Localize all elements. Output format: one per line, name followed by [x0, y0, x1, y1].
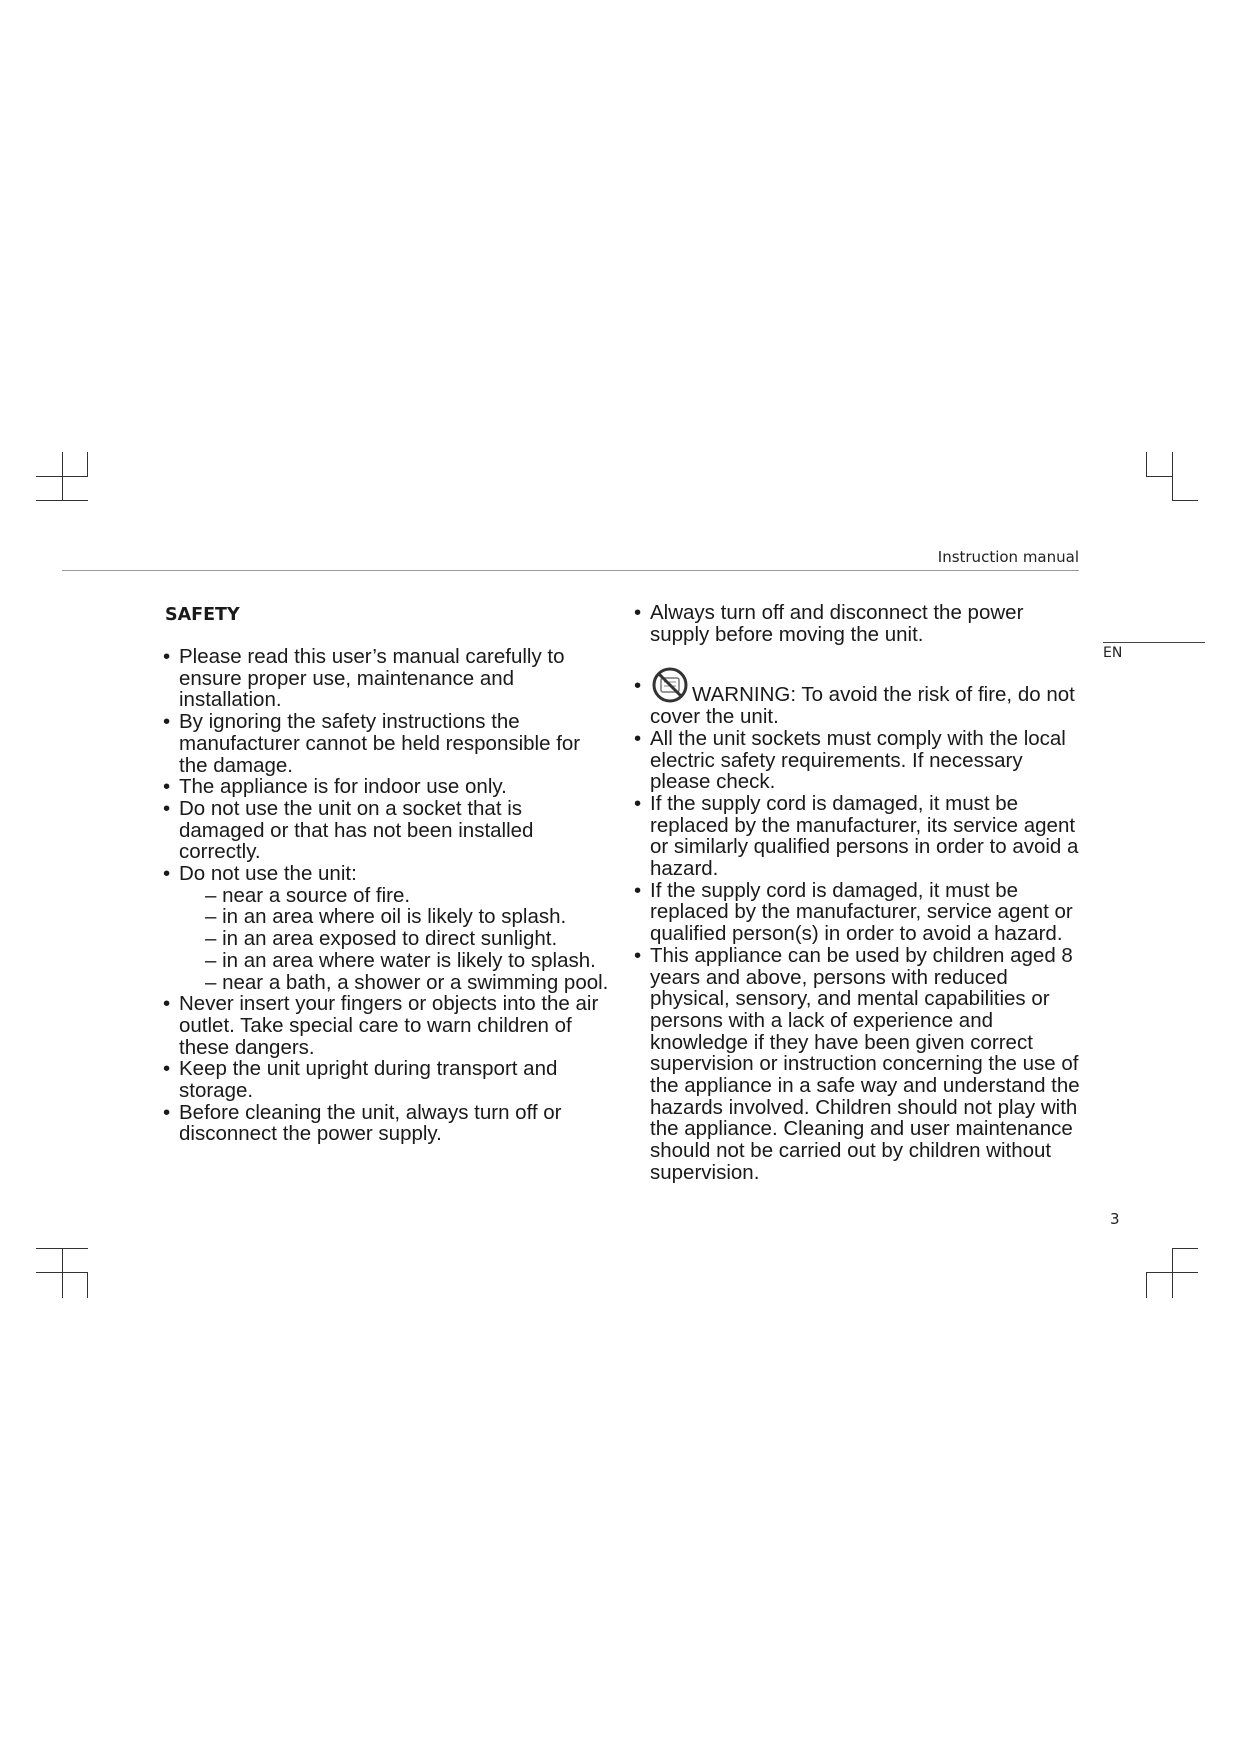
- crop-mark-bottom-right: [1172, 1272, 1173, 1298]
- crop-mark-top-right: [1146, 476, 1172, 477]
- crop-mark-top-right: [1172, 452, 1173, 500]
- list-item: • Please read this user’s manual carefully to ensure proper use, maintenance and installation.: [163, 646, 613, 711]
- list-item-label: Do not use the unit:: [179, 862, 357, 886]
- list-item: [163, 863, 613, 993]
- condition-item: – in an area exposed to direct sunlight.: [205, 927, 558, 951]
- section-title: SAFETY: [165, 605, 240, 625]
- header-label: Instruction manual: [937, 548, 1079, 566]
- list-item: • Never insert your fingers or objects into the air outlet. Take special care to warn children of these dangers.: [163, 993, 613, 1058]
- safety-list-right: [634, 602, 1084, 1184]
- list-item: • This appliance can be used by children aged 8 years and above, persons with reduced physical, sensory, and mental capabilities or persons with a lack of experience and knowledge if they have been given correct supervision or instruction concerning the use of the appliance in a safe way and understand the hazards involved. Children should not play with the appliance. Cleaning and user maintenance should not be carried out by children without supervision.: [634, 945, 1084, 1184]
- list-item: • All the unit sockets must comply with the local electric safety requirements. If necessary please check.: [634, 728, 1084, 793]
- safety-list-left: [163, 646, 613, 1145]
- list-item: • Before cleaning the unit, always turn off or disconnect the power supply.: [163, 1102, 613, 1145]
- language-label: EN: [1103, 645, 1123, 661]
- warning-item: [634, 666, 1084, 727]
- crop-mark-top-right: [1172, 500, 1198, 501]
- crop-mark-top-right: [1146, 452, 1147, 476]
- condition-item: – near a bath, a shower or a swimming pool.: [205, 970, 609, 994]
- crop-mark-top-left: [36, 476, 88, 477]
- condition-item: – in an area where oil is likely to splash.: [205, 905, 567, 929]
- left-column: [163, 604, 613, 1145]
- language-divider: [1103, 642, 1205, 643]
- crop-mark-bottom-right: [1146, 1272, 1147, 1298]
- list-item: • The appliance is for indoor use only.: [163, 776, 613, 798]
- list-item: • Do not use the unit on a socket that is damaged or that has not been installed correctly.: [163, 798, 613, 863]
- crop-mark-bottom-left: [62, 1272, 63, 1298]
- list-item: • If the supply cord is damaged, it must be replaced by the manufacturer, its service agent or similarly qualified persons in order to avoid a hazard.: [634, 793, 1084, 880]
- condition-item: – in an area where water is likely to splash.: [205, 948, 596, 972]
- page-number: 3: [1110, 1210, 1120, 1228]
- warning-text: WARNING: To avoid the risk of fire, do not cover the unit.: [650, 683, 1075, 729]
- condition-item: – near a source of fire.: [205, 883, 411, 907]
- list-item: • Keep the unit upright during transport and storage.: [163, 1058, 613, 1101]
- crop-mark-top-left: [36, 500, 88, 501]
- do-not-cover-icon: [650, 666, 690, 704]
- crop-mark-bottom-left: [87, 1272, 88, 1298]
- list-item: • By ignoring the safety instructions the manufacturer cannot be held responsible for the damage.: [163, 711, 613, 776]
- crop-mark-bottom-left: [62, 1248, 63, 1272]
- list-item: • If the supply cord is damaged, it must be replaced by the manufacturer, service agent or qualified person(s) in order to avoid a hazard.: [634, 880, 1084, 945]
- right-column: [634, 602, 1084, 1184]
- list-item: • Always turn off and disconnect the power supply before moving the unit.: [634, 602, 1084, 645]
- crop-mark-bottom-right: [1172, 1248, 1198, 1249]
- crop-mark-bottom-right: [1172, 1248, 1173, 1272]
- header-divider: [62, 570, 1079, 571]
- crop-mark-top-left: [87, 452, 88, 476]
